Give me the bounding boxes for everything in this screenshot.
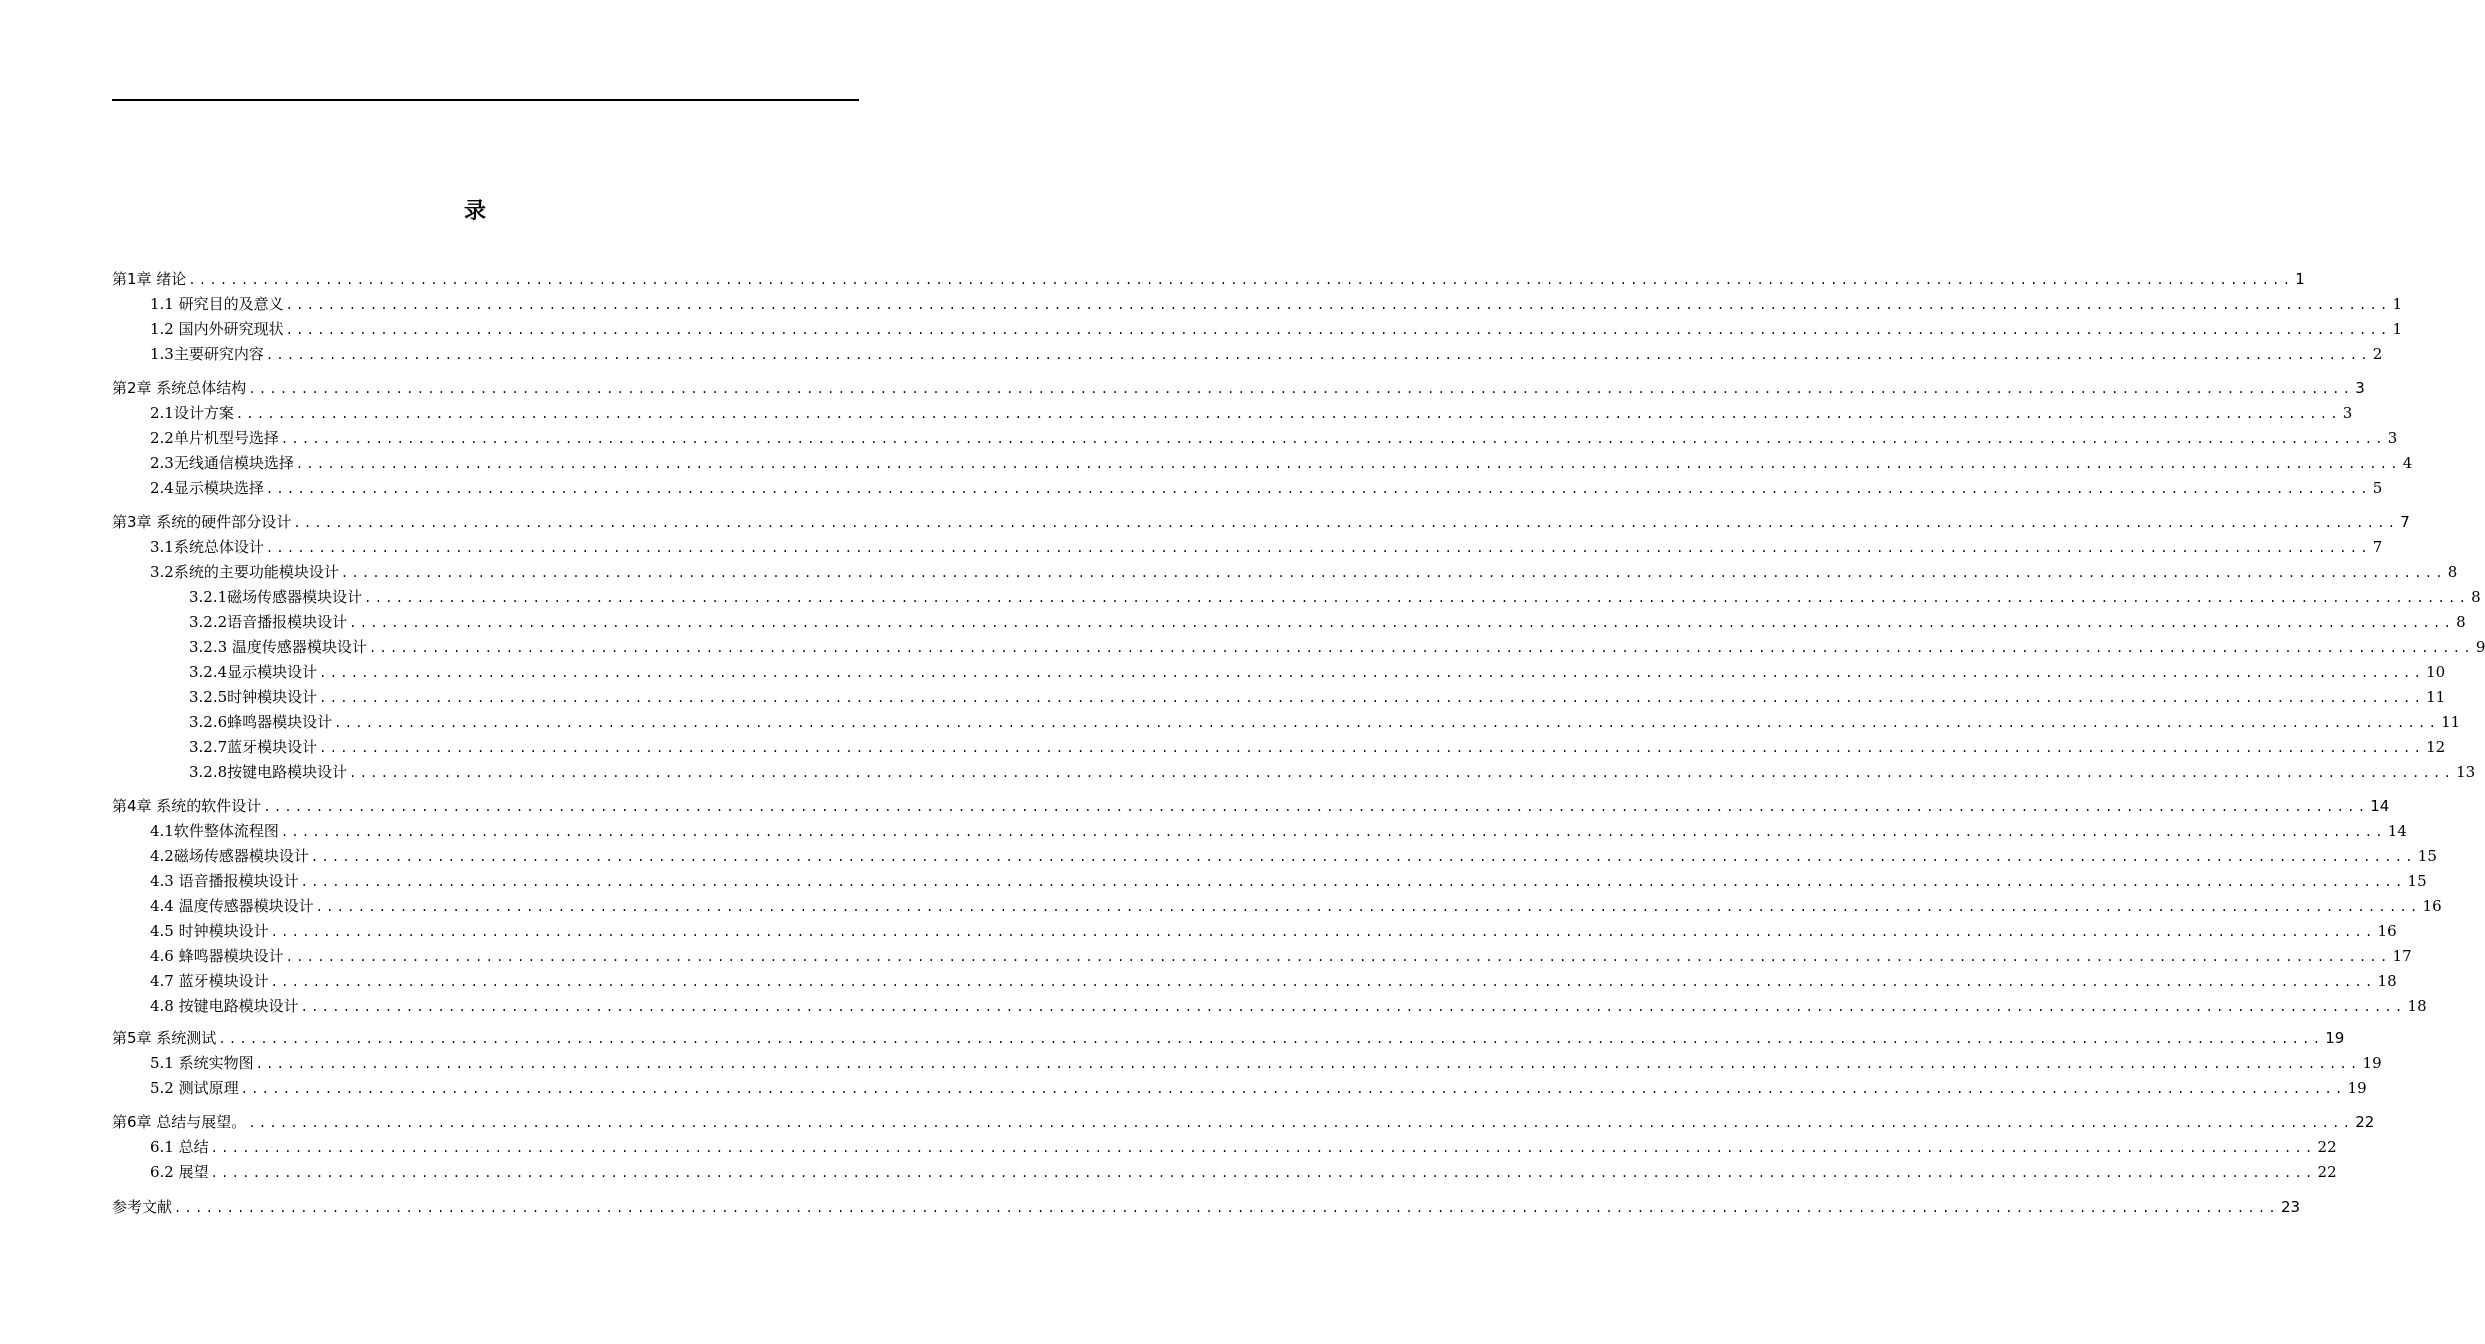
toc-entry-label: 3.2系统的主要功能模块设计 [150, 563, 339, 581]
toc-entry-label: 3.2.5时钟模块设计 [189, 688, 318, 706]
toc-page-number: 18 [2377, 972, 2397, 990]
toc-chapter-entry[interactable] [112, 1111, 2375, 1133]
toc-entry-label: 2.4显示模块选择 [150, 479, 264, 497]
toc-section-entry[interactable] [150, 293, 2403, 315]
toc-entry-label: 4.3 语音播报模块设计 [150, 872, 299, 890]
toc-page-number: 19 [2325, 1029, 2345, 1047]
toc-section-entry[interactable] [150, 945, 2412, 967]
toc-page-number: 2 [2372, 345, 2383, 363]
toc-page-number: 15 [2407, 872, 2427, 890]
dot-leader: ........................................................................................................................................................................................................ [364, 591, 2470, 605]
toc-section-entry[interactable] [150, 820, 2407, 842]
toc-page-number: 7 [2400, 513, 2410, 531]
toc-page-number: 7 [2372, 538, 2383, 556]
toc-section-entry[interactable] [150, 402, 2353, 424]
toc-section-entry[interactable] [189, 611, 2466, 633]
toc-section-entry[interactable] [150, 452, 2413, 474]
toc-entry-label: 1.3主要研究内容 [150, 345, 264, 363]
toc-entry-label: 1.2 国内外研究现状 [150, 320, 284, 338]
dot-leader: ........................................................................................................................................................................................................ [248, 382, 2354, 396]
toc-section-entry[interactable] [150, 318, 2403, 340]
toc-page-number: 4 [2402, 454, 2413, 472]
dot-leader: ........................................................................................................................................................................................................ [349, 616, 2455, 630]
toc-section-entry[interactable] [150, 895, 2442, 917]
toc-page-number: 11 [2426, 688, 2446, 706]
dot-leader: ........................................................................................................................................................................................................ [300, 875, 2406, 889]
toc-section-entry[interactable] [189, 661, 2446, 683]
toc-entry-label: 4.6 蜂鸣器模块设计 [150, 947, 284, 965]
toc-entry-label: 3.2.1磁场传感器模块设计 [189, 588, 363, 606]
toc-entry-label: 5.1 系统实物图 [150, 1054, 254, 1072]
toc-page-number: 23 [2280, 1198, 2301, 1216]
dot-leader: ........................................................................................................................................................................................................ [340, 566, 2446, 580]
toc-entry-label: 第6章 总结与展望。 [112, 1113, 247, 1131]
toc-page-number: 8 [2456, 613, 2466, 631]
toc-page-number: 10 [2426, 663, 2446, 681]
toc-page-number: 22 [2317, 1138, 2337, 1156]
toc-page-number: 19 [2362, 1054, 2382, 1072]
toc-entry-label: 6.1 总结 [150, 1138, 209, 1156]
toc-section-entry[interactable] [189, 636, 2485, 658]
toc-section-entry[interactable] [150, 920, 2397, 942]
toc-page-number: 15 [2417, 847, 2437, 865]
toc-entry-label: 4.8 按键电路模块设计 [150, 997, 299, 1015]
dot-leader: ........................................................................................................................................................................................................ [280, 825, 2386, 839]
toc-section-entry[interactable] [150, 970, 2397, 992]
dot-leader: ........................................................................................................................................................................................................ [265, 482, 2371, 496]
toc-page-number: 14 [2387, 822, 2407, 840]
toc-entry-label: 2.3无线通信模块选择 [150, 454, 294, 472]
dot-leader: ........................................................................................................................................................................................................ [210, 1141, 2316, 1155]
toc-section-entry[interactable] [189, 586, 2481, 608]
dot-leader: ........................................................................................................................................................................................................ [235, 407, 2341, 421]
toc-entry-label: 4.2磁场传感器模块设计 [150, 847, 309, 865]
dot-leader: ........................................................................................................................................................................................................ [368, 641, 2474, 655]
page-title: 录 [463, 199, 486, 224]
toc-entry-label: 4.4 温度传感器模块设计 [150, 897, 314, 915]
dot-leader: ........................................................................................................................................................................................................ [293, 516, 2399, 530]
toc-section-entry[interactable] [150, 343, 2383, 365]
dot-leader: ........................................................................................................................................................................................................ [240, 1082, 2346, 1096]
toc-entry-label: 6.2 展望 [150, 1163, 209, 1181]
toc-page-number: 1 [2392, 295, 2403, 313]
dot-leader: ........................................................................................................................................................................................................ [263, 800, 2369, 814]
toc-page-number: 8 [2447, 563, 2458, 581]
toc-entry-label: 第1章 绪论 [112, 270, 187, 288]
toc-chapter-entry[interactable] [112, 1196, 2301, 1218]
toc-chapter-entry[interactable] [112, 1027, 2345, 1049]
toc-page-number: 13 [2456, 763, 2476, 781]
dot-leader: ........................................................................................................................................................................................................ [188, 273, 2294, 287]
dot-leader: ........................................................................................................................................................................................................ [174, 1201, 2279, 1215]
toc-entry-label: 2.2单片机型号选择 [150, 429, 279, 447]
dot-leader: ........................................................................................................................................................................................................ [319, 666, 2425, 680]
toc-page-number: 3 [2342, 404, 2353, 422]
toc-section-entry[interactable] [150, 995, 2427, 1017]
toc-entry-label: 3.2.6蜂鸣器模块设计 [189, 713, 333, 731]
toc-entry-label: 第3章 系统的硬件部分设计 [112, 513, 292, 531]
dot-leader: ........................................................................................................................................................................................................ [218, 1032, 2324, 1046]
dot-leader: ........................................................................................................................................................................................................ [285, 323, 2391, 337]
dot-leader: ........................................................................................................................................................................................................ [295, 457, 2401, 471]
toc-section-entry[interactable] [150, 1136, 2337, 1158]
toc-section-entry[interactable] [150, 1161, 2337, 1183]
toc-chapter-entry[interactable] [112, 377, 2365, 399]
toc-page-number: 1 [2295, 270, 2305, 288]
dot-leader: ........................................................................................................................................................................................................ [334, 716, 2440, 730]
toc-section-entry[interactable] [150, 561, 2458, 583]
toc-page-number: 16 [2422, 897, 2442, 915]
toc-page-number: 1 [2392, 320, 2403, 338]
toc-chapter-entry[interactable] [112, 511, 2410, 533]
toc-page-number: 3 [2387, 429, 2398, 447]
toc-entry-label: 第5章 系统测试 [112, 1029, 217, 1047]
toc-section-entry[interactable] [150, 427, 2398, 449]
dot-leader: ........................................................................................................................................................................................................ [300, 1000, 2406, 1014]
toc-section-entry[interactable] [150, 1052, 2382, 1074]
toc-page-number: 12 [2426, 738, 2446, 756]
toc-page-number: 8 [2471, 588, 2481, 606]
dot-leader: ........................................................................................................................................................................................................ [315, 900, 2421, 914]
toc-entry-label: 4.1软件整体流程图 [150, 822, 279, 840]
toc-entry-label: 4.7 蓝牙模块设计 [150, 972, 269, 990]
toc-entry-label: 2.1设计方案 [150, 404, 234, 422]
dot-leader: ........................................................................................................................................................................................................ [255, 1057, 2361, 1071]
dot-leader: ........................................................................................................................................................................................................ [265, 348, 2371, 362]
toc-page-number: 11 [2441, 713, 2461, 731]
toc-entry-label: 3.2.8按键电路模块设计 [189, 763, 348, 781]
toc-page-number: 19 [2347, 1079, 2367, 1097]
toc-section-entry[interactable] [150, 477, 2383, 499]
toc-page-number: 9 [2475, 638, 2485, 656]
toc-entry-label: 3.2.7蓝牙模块设计 [189, 738, 318, 756]
toc-entry-label: 3.2.2语音播报模块设计 [189, 613, 348, 631]
toc-page-number: 3 [2355, 379, 2365, 397]
toc-section-entry[interactable] [189, 686, 2446, 708]
toc-page-number: 22 [2317, 1163, 2337, 1181]
dot-leader: ........................................................................................................................................................................................................ [210, 1166, 2316, 1180]
dot-leader: ........................................................................................................................................................................................................ [270, 975, 2376, 989]
dot-leader: ........................................................................................................................................................................................................ [248, 1116, 2354, 1130]
toc-section-entry[interactable] [150, 845, 2437, 867]
toc-section-entry[interactable] [189, 736, 2446, 758]
toc-entry-label: 参考文献 [112, 1198, 173, 1216]
toc-page-number: 14 [2370, 797, 2390, 815]
toc-page-number: 18 [2407, 997, 2427, 1015]
toc-entry-label: 1.1 研究目的及意义 [150, 295, 284, 313]
toc-entry-label: 第4章 系统的软件设计 [112, 797, 262, 815]
toc-entry-label: 3.1系统总体设计 [150, 538, 264, 556]
dot-leader: ........................................................................................................................................................................................................ [319, 691, 2425, 705]
toc-chapter-entry[interactable] [112, 268, 2305, 290]
toc-section-entry[interactable] [189, 761, 2476, 783]
toc-page-number: 16 [2377, 922, 2397, 940]
dot-leader: ........................................................................................................................................................................................................ [310, 850, 2416, 864]
dot-leader: ........................................................................................................................................................................................................ [265, 541, 2371, 555]
dot-leader: ........................................................................................................................................................................................................ [349, 766, 2455, 780]
toc-section-entry[interactable] [150, 536, 2383, 558]
toc-entry-label: 3.2.3 温度传感器模块设计 [189, 638, 367, 656]
toc-section-entry[interactable] [150, 870, 2427, 892]
dot-leader: ........................................................................................................................................................................................................ [319, 741, 2425, 755]
toc-entry-label: 5.2 测试原理 [150, 1079, 239, 1097]
dot-leader: ........................................................................................................................................................................................................ [285, 298, 2391, 312]
dot-leader: ........................................................................................................................................................................................................ [280, 432, 2386, 446]
toc-entry-label: 4.5 时钟模块设计 [150, 922, 269, 940]
toc-page-number: 22 [2355, 1113, 2375, 1131]
toc-page-number: 5 [2372, 479, 2383, 497]
toc-section-entry[interactable] [150, 1077, 2367, 1099]
toc-chapter-entry[interactable] [112, 795, 2390, 817]
toc-entry-label: 第2章 系统总体结构 [112, 379, 247, 397]
dot-leader: ........................................................................................................................................................................................................ [285, 950, 2391, 964]
dot-leader: ........................................................................................................................................................................................................ [270, 925, 2376, 939]
toc-section-entry[interactable] [189, 711, 2461, 733]
toc-page-number: 17 [2392, 947, 2412, 965]
toc-entry-label: 3.2.4显示模块设计 [189, 663, 318, 681]
